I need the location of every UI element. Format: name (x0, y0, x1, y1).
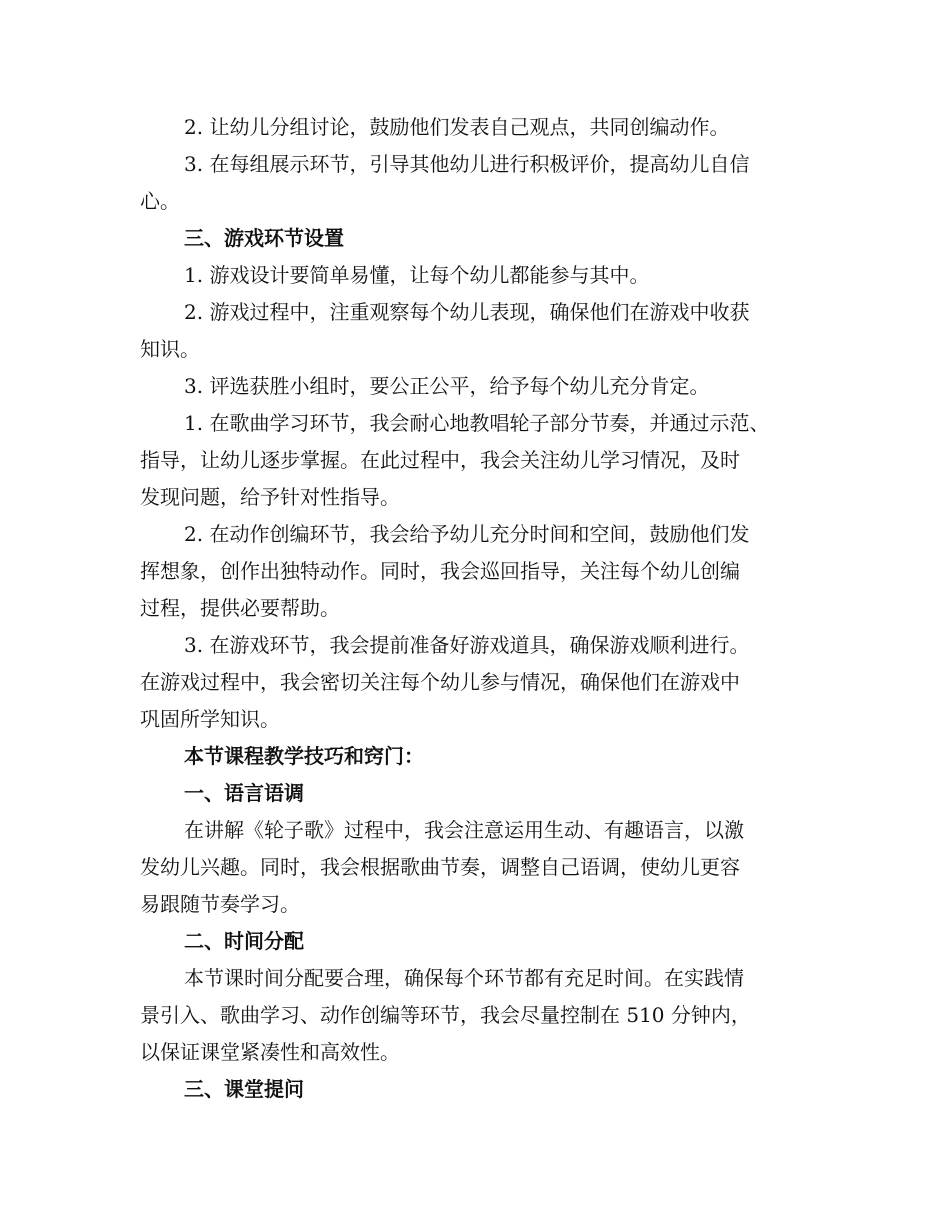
paragraph-language-tone: 在讲解《轮子歌》过程中，我会注意运用生动、有趣语言，以激 (184, 818, 744, 842)
paragraph-continuation: 以保证课堂紧凑性和高效性。 (140, 1040, 400, 1064)
paragraph-continuation: 发幼儿兴趣。同时，我会根据歌曲节奏，调整自己语调，使幼儿更容 (140, 855, 740, 879)
paragraph-continuation: 景引入、歌曲学习、动作创编等环节，我会尽量控制在 510 分钟内， (140, 1003, 751, 1027)
list-item-2-movement-creation: 2. 在动作创编环节，我会给予幼儿充分时间和空间，鼓励他们发 (184, 522, 750, 546)
section-heading-teaching-tips: 本节课程教学技巧和窍门： (184, 744, 424, 768)
section-heading-game-setup: 三、游戏环节设置 (184, 226, 344, 250)
list-item-2-group-discussion: 2. 让幼儿分组讨论，鼓励他们发表自己观点，共同创编动作。 (184, 115, 730, 139)
list-item-3-game-session: 3. 在游戏环节，我会提前准备好游戏道具，确保游戏顺利进行。 (184, 633, 750, 657)
paragraph-continuation: 易跟随节奏学习。 (140, 892, 300, 916)
list-item-3-group-showcase: 3. 在每组展示环节，引导其他幼儿进行积极评价，提高幼儿自信 (184, 152, 750, 176)
section-heading-classroom-questions: 三、课堂提问 (184, 1077, 304, 1101)
section-heading-time-allocation: 二、时间分配 (184, 929, 304, 953)
paragraph-continuation: 巩固所学知识。 (140, 707, 280, 731)
paragraph-continuation: 指导，让幼儿逐步掌握。在此过程中，我会关注幼儿学习情况，及时 (140, 448, 740, 472)
section-heading-language-tone: 一、语言语调 (184, 781, 304, 805)
list-item-1-game-design: 1. 游戏设计要简单易懂，让每个幼儿都能参与其中。 (184, 263, 650, 287)
paragraph-continuation: 知识。 (140, 337, 200, 361)
list-item-1-song-learning: 1. 在歌曲学习环节，我会耐心地教唱轮子部分节奏，并通过示范、 (184, 411, 770, 435)
paragraph-continuation: 挥想象，创作出独特动作。同时，我会巡回指导，关注每个幼儿创编 (140, 559, 740, 583)
list-item-2-game-observation: 2. 游戏过程中，注重观察每个幼儿表现，确保他们在游戏中收获 (184, 300, 750, 324)
paragraph-time-allocation: 本节课时间分配要合理，确保每个环节都有充足时间。在实践情 (184, 966, 744, 990)
paragraph-continuation: 在游戏过程中，我会密切关注每个幼儿参与情况，确保他们在游戏中 (140, 670, 740, 694)
list-item-3-select-winners: 3. 评选获胜小组时，要公正公平，给予每个幼儿充分肯定。 (184, 374, 710, 398)
paragraph-continuation: 发现问题，给予针对性指导。 (140, 485, 400, 509)
paragraph-continuation: 过程，提供必要帮助。 (140, 596, 340, 620)
paragraph-continuation: 心。 (140, 189, 180, 213)
